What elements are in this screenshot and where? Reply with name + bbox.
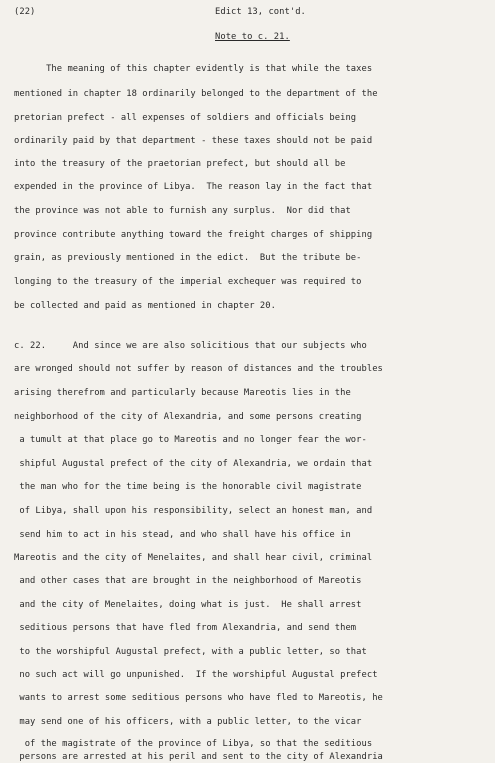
text-line: shipful Augustal prefect of the city of Alexandria, we ordain that bbox=[14, 459, 373, 469]
text-line: of the magistrate of the province of Libya, so that the seditious bbox=[14, 739, 373, 749]
text-line: persons are arrested at his peril and sent to the city of Alexandria bbox=[14, 752, 383, 762]
text-line: pretorian prefect - all expenses of soldiers and officials being bbox=[14, 113, 357, 123]
text-line: province contribute anything toward the freight charges of shipping bbox=[14, 230, 373, 240]
edict-title: Edict 13, cont'd. bbox=[215, 7, 306, 17]
page-number: (22) bbox=[14, 7, 36, 17]
text-line: wants to arrest some seditious persons who have fled to Mareotis, he bbox=[14, 693, 383, 703]
text-line: mentioned in chapter 18 ordinarily belonged to the department of the bbox=[14, 89, 378, 99]
text-line: expended in the province of Libya. The reason lay in the fact that bbox=[14, 182, 373, 192]
text-line: the province was not able to furnish any surplus. Nor did that bbox=[14, 206, 351, 216]
text-line: Mareotis and the city of Menelaites, and shall hear civil, criminal bbox=[14, 553, 373, 563]
text-line: into the treasury of the praetorian prefect, but should all be bbox=[14, 159, 346, 169]
text-line: neighborhood of the city of Alexandria, and some persons creating bbox=[14, 412, 362, 422]
text-line: are wronged should not suffer by reason of distances and the troubles bbox=[14, 364, 383, 374]
text-line: c. 22. And since we are also solicitious that our subjects who bbox=[14, 341, 367, 351]
text-line: longing to the treasury of the imperial exchequer was required to bbox=[14, 277, 362, 287]
text-line: may send one of his officers, with a public letter, to the vicar bbox=[14, 717, 362, 727]
text-line: ordinarily paid by that department - these taxes should not be paid bbox=[14, 136, 373, 146]
text-line: grain, as previously mentioned in the edict. But the tribute be- bbox=[14, 253, 362, 263]
text-line: of Libya, shall upon his responsibility, select an honest man, and bbox=[14, 506, 373, 516]
text-line: and other cases that are brought in the neighborhood of Mareotis bbox=[14, 576, 362, 586]
text-line: seditious persons that have fled from Alexandria, and send them bbox=[14, 623, 357, 633]
text-line: a tumult at that place go to Mareotis and no longer fear the wor- bbox=[14, 435, 367, 445]
text-line: and the city of Menelaites, doing what is just. He shall arrest bbox=[14, 600, 362, 610]
text-line: no such act will go unpunished. If the worshipful Augustal prefect bbox=[14, 670, 378, 680]
text-line: be collected and paid as mentioned in chapter 20. bbox=[14, 301, 276, 311]
text-line: to the worshipful Augustal prefect, with a public letter, so that bbox=[14, 647, 367, 657]
note-heading: Note to c. 21. bbox=[215, 32, 290, 42]
text-line: send him to act in his stead, and who shall have his office in bbox=[14, 530, 351, 540]
text-line: arising therefrom and particularly because Mareotis lies in the bbox=[14, 388, 351, 398]
text-line: The meaning of this chapter evidently is that while the taxes bbox=[14, 64, 373, 74]
text-line: the man who for the time being is the honorable civil magistrate bbox=[14, 482, 362, 492]
